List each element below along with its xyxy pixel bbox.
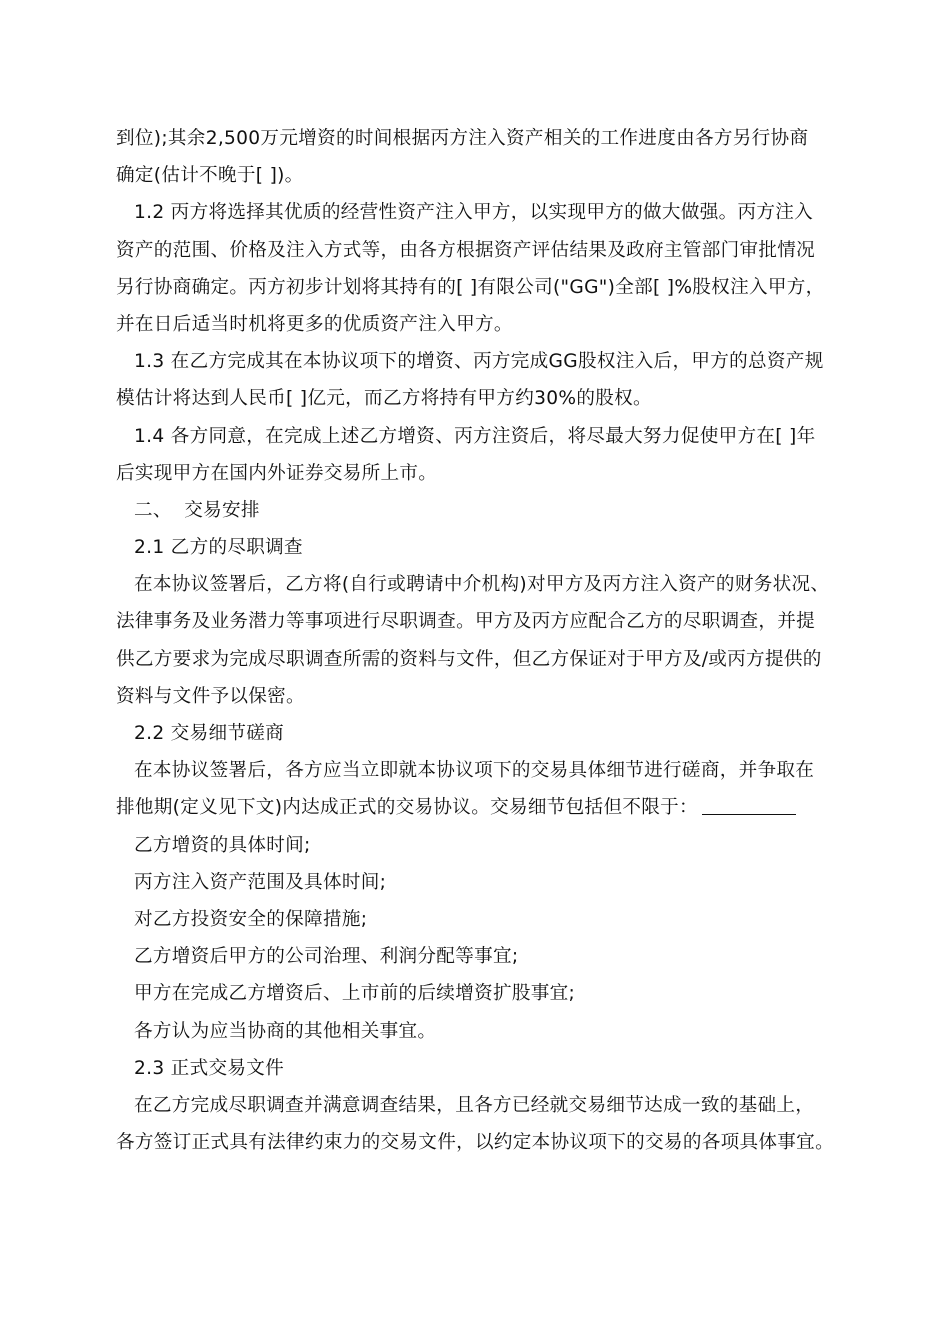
- paragraph-line: 在本协议签署后，各方应当立即就本协议项下的交易具体细节进行磋商，并争取在: [134, 760, 815, 782]
- clause-1-2: 1.2 丙方将选择其优质的经营性资产注入甲方，以实现甲方的做大做强。丙方注入: [134, 202, 814, 224]
- list-item: 各方认为应当协商的其他相关事宜。: [134, 1020, 437, 1042]
- list-item: 对乙方投资安全的保障措施;: [134, 908, 368, 930]
- paragraph-line: 法律事务及业务潜力等事项进行尽职调查。甲方及丙方应配合乙方的尽职调查，并提: [116, 611, 816, 633]
- clause-2-1-heading: 2.1 乙方的尽职调查: [134, 537, 303, 559]
- paragraph-line-with-blank: [116, 789, 848, 826]
- paragraph-line: 并在日后适当时机将更多的优质资产注入甲方。: [116, 313, 513, 335]
- paragraph-line: 在乙方完成尽职调查并满意调查结果，且各方已经就交易细节达成一致的基础上，: [134, 1094, 815, 1116]
- clause-1-3: 1.3 在乙方完成其在本协议项下的增资、丙方完成GG股权注入后，甲方的总资产规: [134, 351, 824, 373]
- paragraph-text: 排他期(定义见下文)内达成正式的交易协议。交易细节包括但不限于：: [116, 797, 698, 819]
- clause-2-3-heading: 2.3 正式交易文件: [134, 1057, 285, 1079]
- section-heading-2: 二、 交易安排: [134, 499, 260, 521]
- paragraph-line: 确定(估计不晚于[ ])。: [116, 165, 304, 187]
- document-body: [116, 120, 848, 1161]
- list-item: 丙方注入资产范围及具体时间;: [134, 871, 387, 893]
- fill-in-blank: [702, 796, 796, 815]
- paragraph-line: 在本协议签署后，乙方将(自行或聘请中介机构)对甲方及丙方注入资产的财务状况、: [134, 574, 830, 596]
- paragraph-line: 资料与文件予以保密。: [116, 685, 305, 707]
- list-item: 乙方增资的具体时间;: [134, 834, 311, 856]
- clause-1-4: 1.4 各方同意，在完成上述乙方增资、丙方注资后，将尽最大努力促使甲方在[ ]年: [134, 425, 816, 447]
- paragraph-line: 资产的范围、价格及注入方式等，由各方根据资产评估结果及政府主管部门审批情况: [116, 239, 816, 261]
- list-item: 乙方增资后甲方的公司治理、利润分配等事宜;: [134, 946, 519, 968]
- paragraph-line: 各方签订正式具有法律约束力的交易文件，以约定本协议项下的交易的各项具体事宜。: [116, 1132, 834, 1154]
- paragraph-line: 另行协商确定。丙方初步计划将其持有的[ ]有限公司("GG")全部[ ]%股权注入甲方，: [116, 276, 825, 298]
- paragraph-line: 供乙方要求为完成尽职调查所需的资料与文件，但乙方保证对于甲方及/或丙方提供的: [116, 648, 822, 670]
- paragraph-line: 模估计将达到人民币[ ]亿元，而乙方将持有甲方约30%的股权。: [116, 388, 652, 410]
- clause-2-2-heading: 2.2 交易细节磋商: [134, 723, 285, 744]
- paragraph-line: 后实现甲方在国内外证券交易所上市。: [116, 462, 438, 484]
- list-item: 甲方在完成乙方增资后、上市前的后续增资扩股事宜;: [134, 983, 576, 1005]
- paragraph-line: 到位);其余2,500万元增资的时间根据丙方注入资产相关的工作进度由各方另行协商: [116, 128, 809, 149]
